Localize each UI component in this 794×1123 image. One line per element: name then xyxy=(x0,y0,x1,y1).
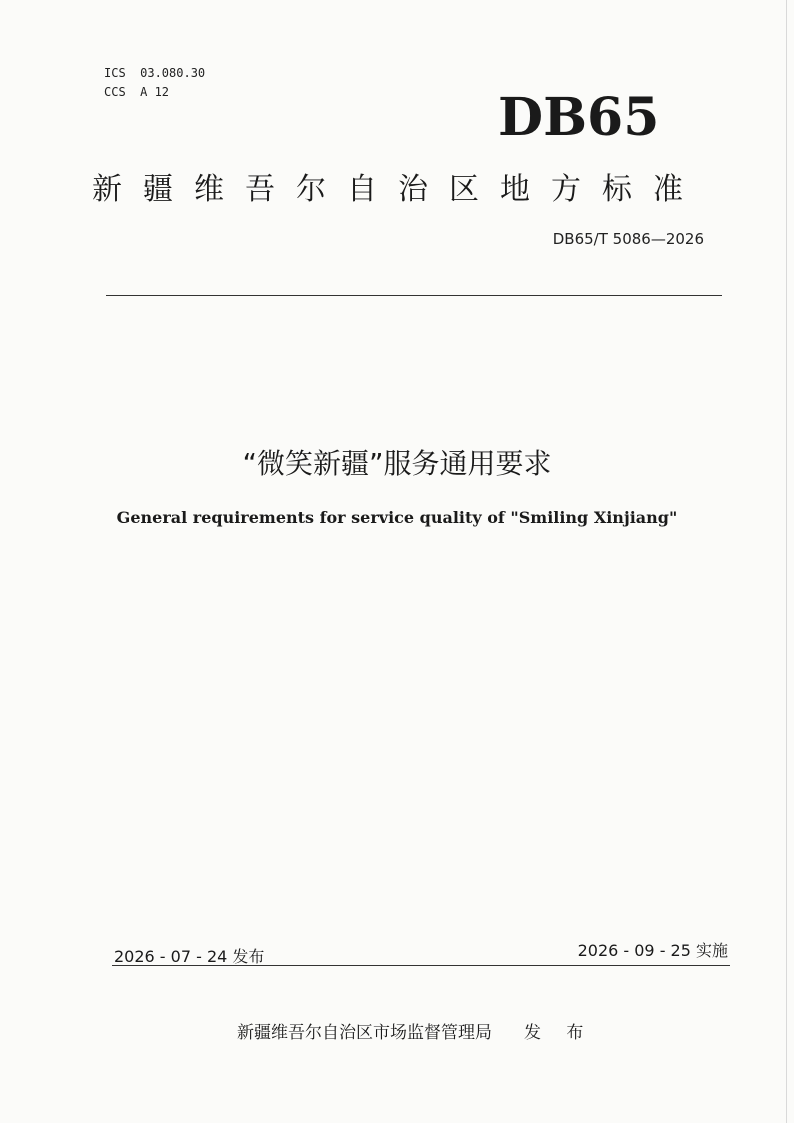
scan-edge-line xyxy=(786,0,787,1123)
standard-number: DB65/T 5086—2026 xyxy=(552,230,704,248)
standard-type-heading: 新疆维吾尔自治区地方标准 xyxy=(92,172,704,207)
publisher-name: 新疆维吾尔自治区市场监督管理局 xyxy=(237,1023,492,1043)
ics-code: ICS 03.080.30 xyxy=(104,66,206,80)
title-english: General requirements for service quality of "Smiling Xinjiang" xyxy=(116,508,678,527)
classification-codes xyxy=(104,64,205,102)
ccs-code: CCS A 12 xyxy=(104,85,170,99)
title-chinese: “微笑新疆”服务通用要求 xyxy=(242,447,552,480)
publish-date: 2026 - 07 - 24 发布 xyxy=(114,947,265,966)
implement-date: 2026 - 09 - 25 实施 xyxy=(577,941,728,960)
footer-divider xyxy=(112,965,730,966)
db65-logo: DB65 xyxy=(498,87,660,148)
header-divider xyxy=(106,295,722,296)
publisher-action: 发 布 xyxy=(524,1023,594,1043)
publisher-line xyxy=(237,1018,593,1043)
